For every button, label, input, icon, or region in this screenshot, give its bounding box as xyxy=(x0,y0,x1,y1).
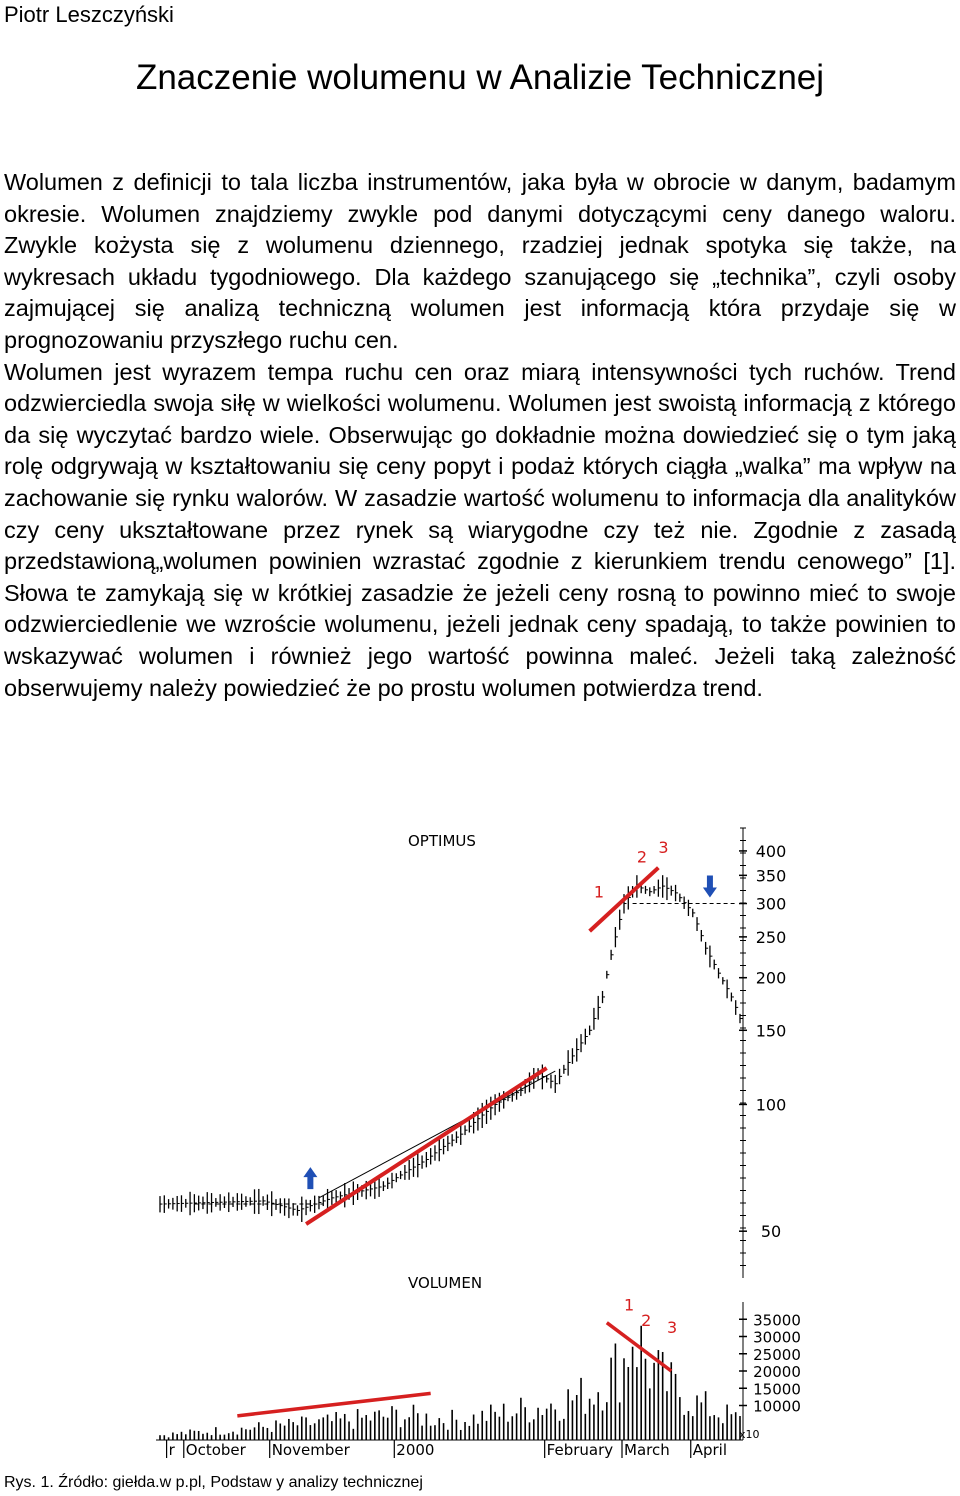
volume-tick-label: 15000 xyxy=(753,1380,801,1399)
chart-svg xyxy=(150,822,801,1482)
paragraph-1: Wolumen z definicji to tala liczba instrumentów, jaka była w obrocie w danym, badamym okresie. Wolumen znajdziemy zwykle pod danymi dotyczącymi ceny danego waloru. Zwykle kożysta się z wolumenu dziennego, rzadziej jednak spotyka się także, na wykresach układu tygodniowego. Dla każdego szanującego się „technika”, czyli osoby zajmującej się analizą techniczną wolumen jest informacją która przydaje się w prognozowaniu przyszłego ruchu cen. xyxy=(4,169,956,353)
price-wave-label: 3 xyxy=(658,838,669,858)
price-tick-label: 200 xyxy=(755,968,787,988)
volume-tick-label: 20000 xyxy=(753,1363,801,1381)
price-tick-label: 300 xyxy=(755,894,787,914)
volume-tick-label: 35000 xyxy=(753,1311,801,1330)
paragraph-2: Wolumen jest wyrazem tempa ruchu cen oraz miarą intensywności tych ruchów. Trend odzwierciedla swoja siłę w wielkości wolumenu. Wolumen jest swoistą informacją z którego da się wyczytać bardzo wiele. Obserwując go dokładnie można dowiedzieć się o tym jaką rolę odgrywają w kształtowaniu się ceny popyt i podaż których ciągła „walka” ma wpływ na zachowanie się rynku walorów. W zasadzie wartość wolumenu to informacja dla analityków czy ceny ukształtowane przez rynek są wiarygodne czy też nie. Zgodnie z zasadą przedstawioną„wolumen powinien wzrastać zgodnie z kierunkiem trendu cenowego” [1]. Słowa te zamykają się w krótkiej zasadzie że jeżeli ceny rosną to powinno mieć to swoje odzwierciedlenie we wzroście wolumenu, jeżeli jednak ceny spadają, to także powinien to wskazywać wolumen i również jego wartość powinna maleć. Jeżeli taką zależność obserwujemy należy powiedzieć że po prostu wolumen potwierdza trend. xyxy=(4,358,956,701)
volume-wave-label: 2 xyxy=(641,1311,652,1331)
x-axis-label: r xyxy=(168,1441,175,1459)
price-panel xyxy=(160,828,786,1278)
figure-chart xyxy=(150,822,801,1482)
author-name: Piotr Leszczyński xyxy=(4,2,174,27)
volume-wave-label: 1 xyxy=(624,1295,635,1315)
volume-tick-label: 25000 xyxy=(753,1345,801,1364)
price-wave-label: 1 xyxy=(593,882,605,902)
price-tick-label: 400 xyxy=(755,841,787,861)
price-tick-label: 250 xyxy=(755,927,787,947)
document-title: Znaczenie wolumenu w Analizie Technicznej xyxy=(135,58,825,97)
volume-bars xyxy=(156,1326,743,1440)
volume-tick-label: 30000 xyxy=(753,1328,801,1347)
trend-guide-line xyxy=(319,1071,555,1198)
arrow-down-icon xyxy=(703,876,717,898)
arrow-up-icon xyxy=(303,1167,317,1189)
price-annotations xyxy=(194,838,735,1224)
price-tick-label: 100 xyxy=(755,1095,787,1115)
volume-chart-title: VOLUMEN xyxy=(408,1274,483,1292)
trendline-down-volume xyxy=(607,1323,671,1371)
body-text xyxy=(4,167,956,704)
x-axis-label: October xyxy=(185,1441,246,1459)
x-axis-label: March xyxy=(624,1441,670,1459)
volume-wave-label: 3 xyxy=(666,1318,678,1338)
volume-panel xyxy=(156,1274,801,1459)
x-axis-label: February xyxy=(546,1441,614,1459)
figure-caption: Rys. 1. Źródło: giełda.w p.pl, Podstaw y analizy technicznej xyxy=(4,1474,423,1491)
price-wave-label: 2 xyxy=(636,847,648,867)
trendline-up-price xyxy=(306,1068,547,1224)
price-tick-label: 350 xyxy=(755,866,787,886)
x-axis-label: 2000 xyxy=(396,1441,435,1459)
price-axis-ticks xyxy=(739,828,786,1278)
x-axis-label: April xyxy=(692,1441,728,1459)
x-axis-label: November xyxy=(271,1441,350,1459)
price-tick-label: 50 xyxy=(760,1222,782,1242)
volume-tick-label: 10000 xyxy=(753,1397,801,1416)
x-axis-labels xyxy=(167,1440,727,1459)
volume-axis-ticks xyxy=(739,1302,801,1441)
price-tick-label: 150 xyxy=(755,1021,787,1041)
price-chart-title: OPTIMUS xyxy=(408,832,476,850)
price-bars xyxy=(160,875,743,1222)
volume-unit-label: x10 xyxy=(739,1428,760,1441)
trendline-up-volume xyxy=(237,1393,430,1415)
